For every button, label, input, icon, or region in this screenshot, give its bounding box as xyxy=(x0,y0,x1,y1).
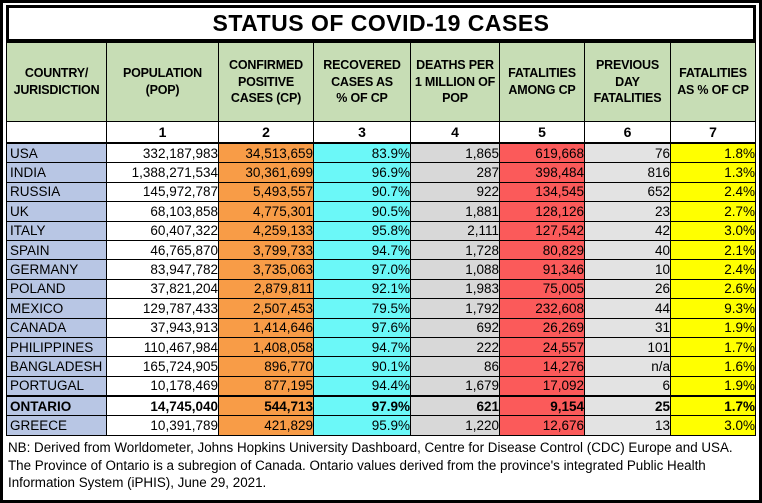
column-header-line: POSITIVE xyxy=(237,74,295,89)
cell-recovered: 94.7% xyxy=(314,240,411,259)
cell-country: ITALY xyxy=(7,221,107,240)
column-number-blank xyxy=(7,122,107,144)
cell-fatalities: 14,276 xyxy=(500,357,585,376)
table-row xyxy=(7,279,756,298)
cell-confirmed: 544,713 xyxy=(219,396,314,416)
cell-country: PHILIPPINES xyxy=(7,337,107,356)
cell-population: 14,745,040 xyxy=(107,396,219,416)
cell-country: BANGLADESH xyxy=(7,357,107,376)
cell-population: 165,724,905 xyxy=(107,357,219,376)
cell-fatal_pct: 2.1% xyxy=(671,240,756,259)
cell-confirmed: 2,879,811 xyxy=(219,279,314,298)
cell-recovered: 83.9% xyxy=(314,143,411,163)
cell-fatal_pct: 1.7% xyxy=(671,337,756,356)
cell-deaths_per_million: 222 xyxy=(411,337,500,356)
cell-fatal_pct: 2.7% xyxy=(671,202,756,221)
cell-deaths_per_million: 1,983 xyxy=(411,279,500,298)
cell-recovered: 97.6% xyxy=(314,318,411,337)
cell-deaths_per_million: 1,088 xyxy=(411,260,500,279)
cell-deaths_per_million: 1,881 xyxy=(411,202,500,221)
cell-population: 332,187,983 xyxy=(107,143,219,163)
table-row xyxy=(7,260,756,279)
table-row xyxy=(7,143,756,163)
cell-deaths_per_million: 1,865 xyxy=(411,143,500,163)
cell-fatal_pct: 1.8% xyxy=(671,143,756,163)
cell-prev_day: 652 xyxy=(585,182,671,201)
cell-fatal_pct: 2.4% xyxy=(671,182,756,201)
cell-confirmed: 3,735,063 xyxy=(219,260,314,279)
cell-deaths_per_million: 86 xyxy=(411,357,500,376)
cell-population: 10,391,789 xyxy=(107,416,219,435)
cell-confirmed: 30,361,699 xyxy=(219,163,314,182)
table-row xyxy=(7,396,756,416)
cell-prev_day: 26 xyxy=(585,279,671,298)
cell-recovered: 90.7% xyxy=(314,182,411,201)
covid-cases-table xyxy=(6,42,756,436)
cell-fatal_pct: 2.4% xyxy=(671,260,756,279)
cell-country: MEXICO xyxy=(7,299,107,318)
cell-confirmed: 3,799,733 xyxy=(219,240,314,259)
column-header-line: POP xyxy=(442,91,468,106)
cell-population: 37,821,204 xyxy=(107,279,219,298)
cell-deaths_per_million: 922 xyxy=(411,182,500,201)
table-row xyxy=(7,357,756,376)
cell-recovered: 94.7% xyxy=(314,337,411,356)
cell-fatal_pct: 1.9% xyxy=(671,376,756,396)
cell-confirmed: 896,770 xyxy=(219,357,314,376)
column-header-prev_day xyxy=(585,43,671,122)
cell-fatalities: 9,154 xyxy=(500,396,585,416)
cell-population: 110,467,984 xyxy=(107,337,219,356)
column-header-line: JURISDICTION xyxy=(13,83,100,97)
cell-prev_day: 10 xyxy=(585,260,671,279)
cell-fatalities: 80,829 xyxy=(500,240,585,259)
cell-population: 1,388,271,534 xyxy=(107,163,219,182)
cell-fatalities: 17,092 xyxy=(500,376,585,396)
cell-fatal_pct: 3.0% xyxy=(671,221,756,240)
cell-recovered: 95.9% xyxy=(314,416,411,435)
cell-country: CANADA xyxy=(7,318,107,337)
cell-confirmed: 1,414,646 xyxy=(219,318,314,337)
column-header-line: POPULATION xyxy=(122,66,203,81)
cell-confirmed: 34,513,659 xyxy=(219,143,314,163)
table-row xyxy=(7,299,756,318)
column-number-7: 7 xyxy=(671,122,756,144)
cell-recovered: 90.5% xyxy=(314,202,411,221)
cell-confirmed: 4,259,133 xyxy=(219,221,314,240)
cell-fatal_pct: 1.6% xyxy=(671,357,756,376)
table-row xyxy=(7,221,756,240)
column-header-line: FATALITIES xyxy=(679,66,747,81)
column-number-3: 3 xyxy=(314,122,411,144)
column-header-line: DEATHS PER xyxy=(416,57,494,72)
table-row xyxy=(7,376,756,396)
cell-prev_day: 23 xyxy=(585,202,671,221)
cell-fatalities: 91,346 xyxy=(500,260,585,279)
column-header-line: (POP) xyxy=(145,83,180,97)
column-header-deaths_per_million xyxy=(411,43,500,122)
cell-prev_day: 76 xyxy=(585,143,671,163)
cell-fatalities: 619,668 xyxy=(500,143,585,163)
cell-fatal_pct: 2.6% xyxy=(671,279,756,298)
cell-recovered: 96.9% xyxy=(314,163,411,182)
cell-fatalities: 24,557 xyxy=(500,337,585,356)
cell-population: 46,765,870 xyxy=(107,240,219,259)
table-row xyxy=(7,163,756,182)
column-header-line: PREVIOUS xyxy=(596,57,659,72)
table-row xyxy=(7,337,756,356)
cell-confirmed: 1,408,058 xyxy=(219,337,314,356)
cell-population: 129,787,433 xyxy=(107,299,219,318)
cell-prev_day: 42 xyxy=(585,221,671,240)
cell-fatalities: 398,484 xyxy=(500,163,585,182)
cell-deaths_per_million: 287 xyxy=(411,163,500,182)
table-row xyxy=(7,416,756,435)
cell-recovered: 97.0% xyxy=(314,260,411,279)
column-header-line: 1 MILLION OF xyxy=(414,74,496,89)
cell-recovered: 95.8% xyxy=(314,221,411,240)
cell-country: GREECE xyxy=(7,416,107,435)
cell-prev_day: 31 xyxy=(585,318,671,337)
column-header-line: DAY xyxy=(615,74,640,89)
cell-deaths_per_million: 1,220 xyxy=(411,416,500,435)
column-number-6: 6 xyxy=(585,122,671,144)
cell-country: SPAIN xyxy=(7,240,107,259)
cell-confirmed: 4,775,301 xyxy=(219,202,314,221)
cell-country: UK xyxy=(7,202,107,221)
footer-note: NB: Derived from Worldometer, Johns Hopkins University Dashboard, Centre for Disease Control (CDC) Europe and USA. The Province of Ontario is a subregion of Canada. Ontario values derived from the province's integrated Public Health Information System (iPHIS), June 29, 2021. xyxy=(8,439,733,491)
cell-confirmed: 421,829 xyxy=(219,416,314,435)
cell-fatalities: 12,676 xyxy=(500,416,585,435)
table-row xyxy=(7,318,756,337)
cell-prev_day: 25 xyxy=(585,396,671,416)
cell-fatalities: 128,126 xyxy=(500,202,585,221)
cell-deaths_per_million: 621 xyxy=(411,396,500,416)
cell-fatalities: 26,269 xyxy=(500,318,585,337)
cell-fatal_pct: 9.3% xyxy=(671,299,756,318)
cell-prev_day: 13 xyxy=(585,416,671,435)
column-header-country xyxy=(7,43,107,122)
cell-prev_day: 44 xyxy=(585,299,671,318)
column-header-line: AS % OF CP xyxy=(677,83,749,97)
cell-recovered: 94.4% xyxy=(314,376,411,396)
cell-deaths_per_million: 692 xyxy=(411,318,500,337)
cell-population: 145,972,787 xyxy=(107,182,219,201)
cell-fatal_pct: 1.7% xyxy=(671,396,756,416)
cell-prev_day: 40 xyxy=(585,240,671,259)
cell-prev_day: 101 xyxy=(585,337,671,356)
cell-country: POLAND xyxy=(7,279,107,298)
cell-prev_day: 816 xyxy=(585,163,671,182)
cell-country: GERMANY xyxy=(7,260,107,279)
column-header-line: CONFIRMED xyxy=(229,57,303,72)
cell-recovered: 92.1% xyxy=(314,279,411,298)
cell-country: INDIA xyxy=(7,163,107,182)
cell-deaths_per_million: 2,111 xyxy=(411,221,500,240)
column-header-line: RECOVERED xyxy=(323,57,401,72)
cell-fatal_pct: 1.9% xyxy=(671,318,756,337)
cell-prev_day: n/a xyxy=(585,357,671,376)
column-header-population xyxy=(107,43,219,122)
cell-country: USA xyxy=(7,143,107,163)
cell-confirmed: 5,493,557 xyxy=(219,182,314,201)
cell-confirmed: 877,195 xyxy=(219,376,314,396)
cell-fatalities: 127,542 xyxy=(500,221,585,240)
column-number-row xyxy=(7,122,756,144)
column-header-line: % OF CP xyxy=(336,91,388,106)
table-row xyxy=(7,182,756,201)
column-number-5: 5 xyxy=(500,122,585,144)
cell-country: RUSSIA xyxy=(7,182,107,201)
cell-population: 60,407,322 xyxy=(107,221,219,240)
cell-fatalities: 75,005 xyxy=(500,279,585,298)
column-number-1: 1 xyxy=(107,122,219,144)
column-header-fatalities xyxy=(500,43,585,122)
column-header-line: COUNTRY/ xyxy=(24,66,89,81)
column-header-fatal_pct xyxy=(671,43,756,122)
column-header-confirmed xyxy=(219,43,314,122)
cell-deaths_per_million: 1,792 xyxy=(411,299,500,318)
header-row xyxy=(7,43,756,122)
cell-prev_day: 6 xyxy=(585,376,671,396)
cell-population: 10,178,469 xyxy=(107,376,219,396)
cell-country: PORTUGAL xyxy=(7,376,107,396)
column-number-4: 4 xyxy=(411,122,500,144)
column-header-line: AMONG CP xyxy=(508,83,576,97)
cell-population: 68,103,858 xyxy=(107,202,219,221)
page-title: STATUS OF COVID-19 CASES xyxy=(6,5,756,42)
column-number-2: 2 xyxy=(219,122,314,144)
cell-deaths_per_million: 1,728 xyxy=(411,240,500,259)
cell-fatalities: 134,545 xyxy=(500,182,585,201)
column-header-line: FATALITIES xyxy=(593,91,662,106)
cell-fatalities: 232,608 xyxy=(500,299,585,318)
table-row xyxy=(7,240,756,259)
cell-recovered: 97.9% xyxy=(314,396,411,416)
cell-recovered: 90.1% xyxy=(314,357,411,376)
cell-country: ONTARIO xyxy=(7,396,107,416)
cell-fatal_pct: 1.3% xyxy=(671,163,756,182)
cell-confirmed: 2,507,453 xyxy=(219,299,314,318)
cell-population: 37,943,913 xyxy=(107,318,219,337)
column-header-line: CASES AS xyxy=(331,74,393,89)
cell-fatal_pct: 3.0% xyxy=(671,416,756,435)
column-header-line: CASES (CP) xyxy=(230,91,302,106)
cell-deaths_per_million: 1,679 xyxy=(411,376,500,396)
cell-recovered: 79.5% xyxy=(314,299,411,318)
cell-population: 83,947,782 xyxy=(107,260,219,279)
table-row xyxy=(7,202,756,221)
column-header-recovered xyxy=(314,43,411,122)
column-header-line: FATALITIES xyxy=(508,66,576,81)
